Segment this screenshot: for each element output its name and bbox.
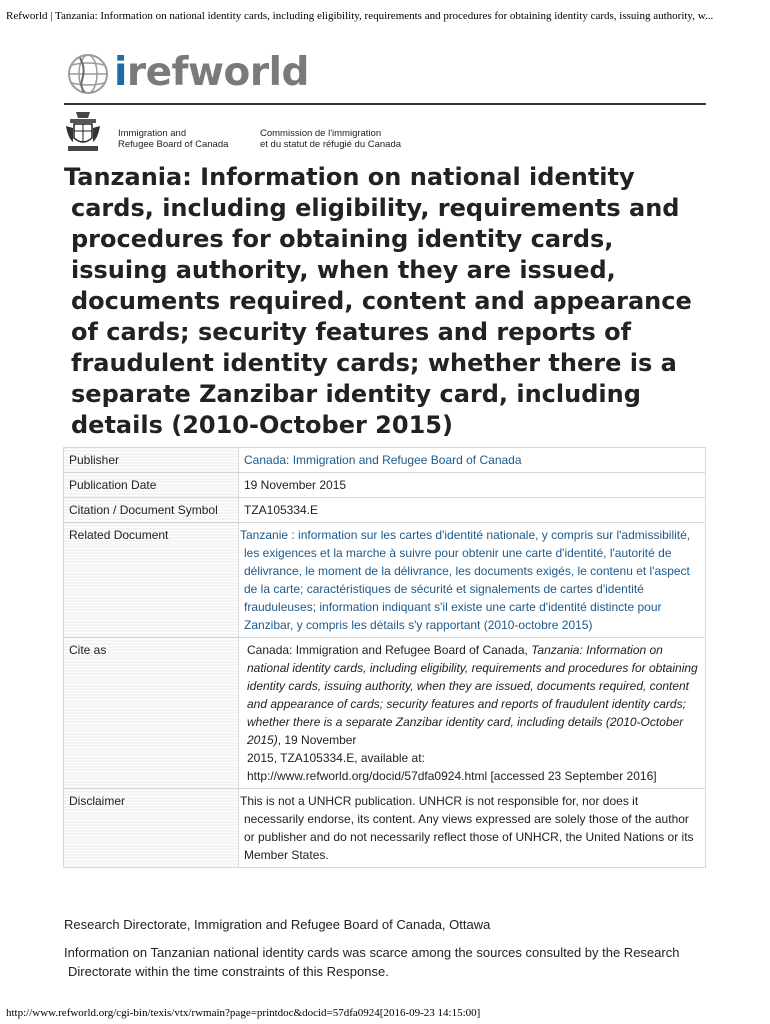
header-rule: [64, 103, 706, 105]
globe-icon: [66, 52, 110, 96]
document-metadata-table: [63, 447, 706, 868]
publisher-link[interactable]: Canada: Immigration and Refugee Board of Canada: [244, 453, 522, 467]
cite-as-label: Cite as: [64, 638, 239, 789]
print-footer: http://www.refworld.org/cgi-bin/texis/vtx/rwmain?page=printdoc&docid=57dfa0924[2016-09-23 14:15:00]: [6, 1007, 481, 1019]
disclaimer-value: This is not a UNHCR publication. UNHCR is not responsible for, nor does it necessarily endorse, its content. Any views expressed are solely those of the author or publisher and do not necessarily reflect those of UNHCR, the United Nations or its Member States.: [239, 789, 706, 868]
table-row: [64, 789, 706, 868]
related-document-link[interactable]: Tanzanie : information sur les cartes d'identité nationale, y compris sur l'admissibilité, les exigences et la marche à suivre pour obtenir une carte d'identité, l'autorité de délivrance, le moment de la délivrance, les documents exigés, le contenu et l'aspect de la carte; caractéristiques de sécurité et signalements de cartes d'identité frauduleuses; information indiquant s'il existe une carte d'identité distincte pour Zanzibar, y compris les détails s'y rapportant (2010-octobre 2015): [240, 528, 691, 632]
document-symbol-value: TZA105334.E: [239, 498, 706, 523]
document-symbol-label: Citation / Document Symbol: [64, 498, 239, 523]
publication-date-value: 19 November 2015: [239, 473, 706, 498]
research-directorate-line: Research Directorate, Immigration and Refugee Board of Canada, Ottawa: [64, 917, 491, 932]
agency-name-english: Immigration and Refugee Board of Canada: [118, 128, 229, 150]
table-row: [64, 638, 706, 789]
publisher-value: [239, 448, 706, 473]
cite-as-value: Canada: Immigration and Refugee Board of Canada, Tanzania: Information on national identity cards, including eligibility, requirements and procedures for obtaining identity cards, issuing authority, when they are issued, documents required, content and appearance of cards; security features and reports of fraudulent identity cards; whether there is a separate Zanzibar identity card, including details (2010-October 2015), 19 November 2015, TZA105334.E, available at: http://www.refworld.org/docid/57dfa0924.html [accessed 23 September 2016]: [239, 638, 706, 789]
related-document-value: [239, 523, 706, 638]
document-title: Tanzania: Information on national identity cards, including eligibility, requirements and procedures for obtaining identity cards, issuing authority, when they are issued, documents required, content and appearance of cards; security features and reports of fraudulent identity cards; whether there is a separate Zanzibar identity card, including details (2010-October 2015): [64, 163, 692, 439]
table-row: [64, 448, 706, 473]
print-header: Refworld | Tanzania: Information on national identity cards, including eligibility, requirements and procedures for obtaining identity cards, issuing authority, w...: [6, 10, 714, 22]
table-row: [64, 523, 706, 638]
publisher-label: Publisher: [64, 448, 239, 473]
cite-url: http://www.refworld.org/docid/57dfa0924.html [accessed 23 September 2016]: [247, 769, 657, 783]
agency-banner: [64, 110, 484, 156]
disclaimer-label: Disclaimer: [64, 789, 239, 868]
intro-paragraph: Information on Tanzanian national identity cards was scarce among the sources consulted by the Research Directorate within the time constraints of this Response.: [64, 945, 680, 979]
related-document-label: Related Document: [64, 523, 239, 638]
refworld-logo[interactable]: [66, 52, 326, 98]
table-row: [64, 498, 706, 523]
publication-date-label: Publication Date: [64, 473, 239, 498]
cite-title: Tanzania: Information on national identity cards, including eligibility, requirements and procedures for obtaining identity cards, issuing authority, when they are issued, documents required, content and appearance of cards; security features and reports of fraudulent identity cards; whether there is a separate Zanzibar identity card, including details (2010-October 2015): [247, 643, 698, 747]
logo-wordmark: irefworld: [114, 50, 309, 95]
agency-name-french: Commission de l'immigration et du statut de réfugié du Canada: [260, 128, 402, 150]
table-row: [64, 473, 706, 498]
coat-of-arms-icon: [64, 110, 102, 154]
